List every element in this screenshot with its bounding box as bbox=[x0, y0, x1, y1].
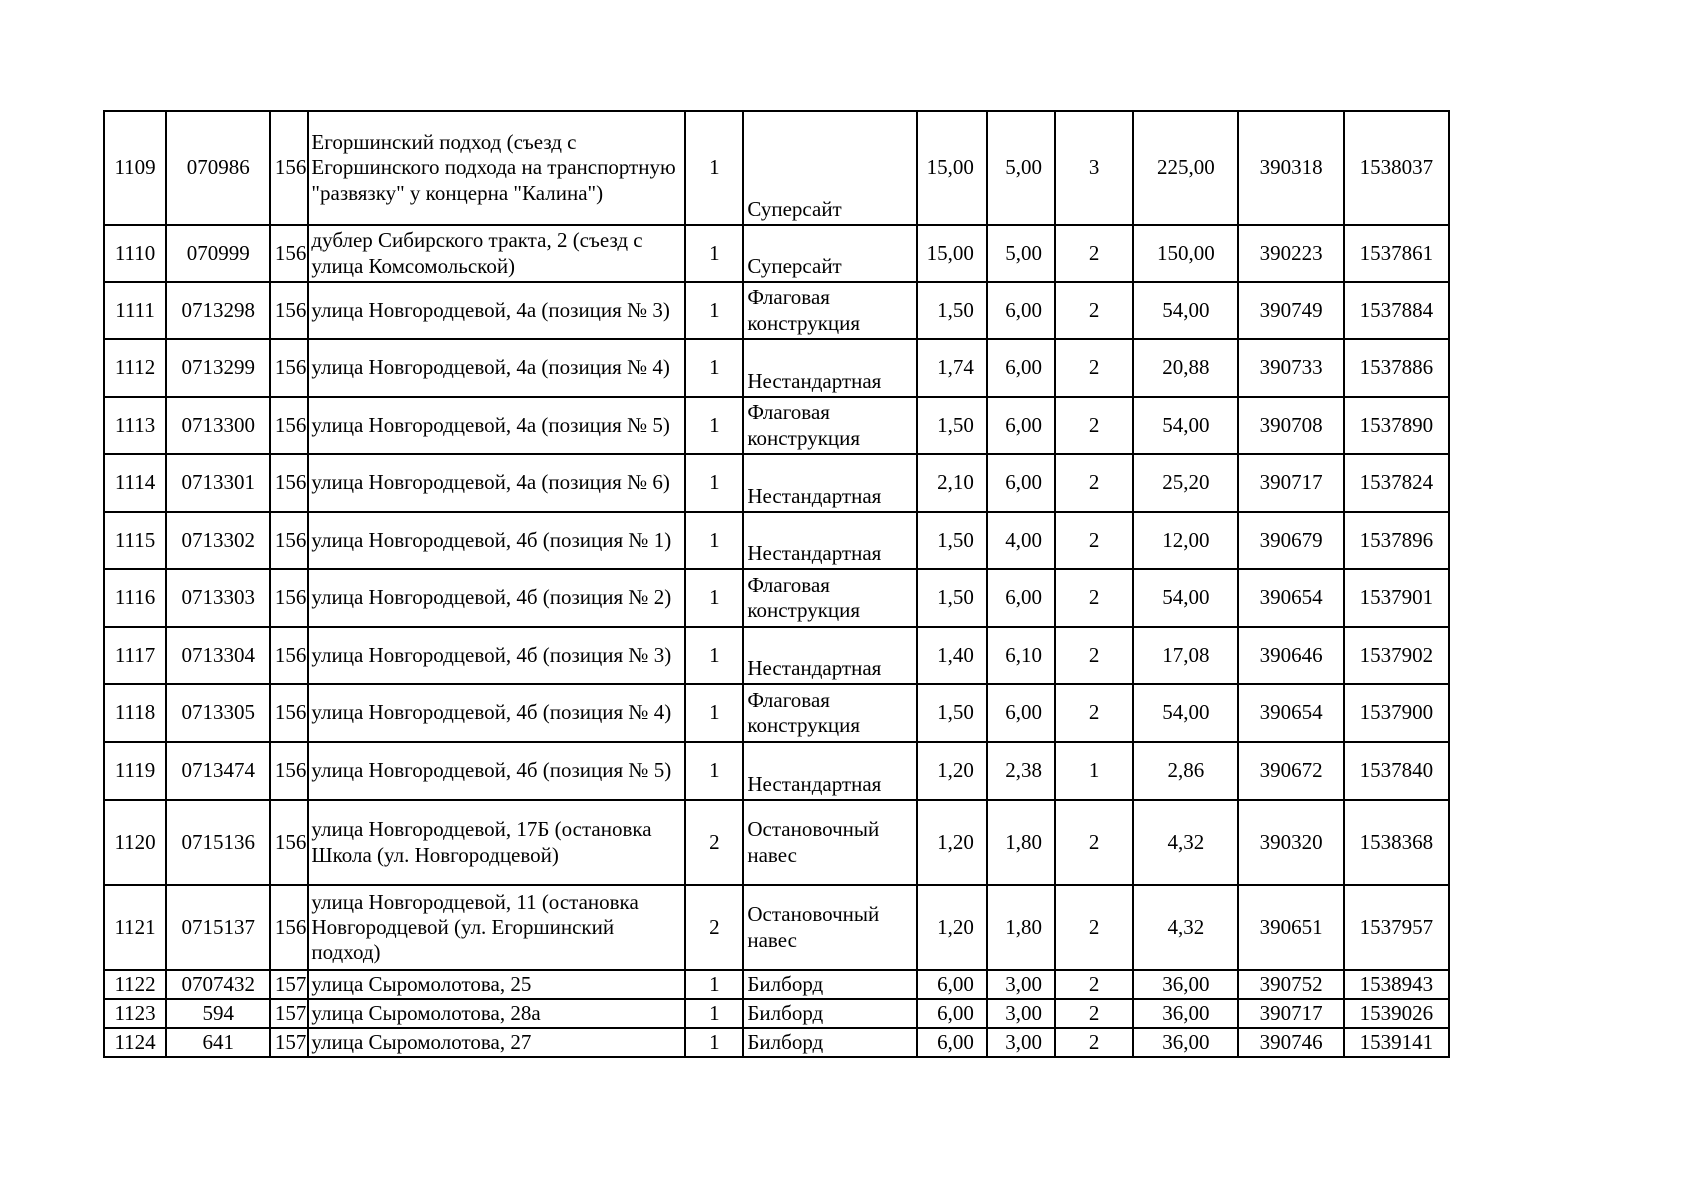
zone-number: 157 bbox=[270, 999, 308, 1028]
construction-type: Флаговая конструкция bbox=[743, 397, 916, 454]
table-row bbox=[104, 282, 1449, 339]
area-value: 2,86 bbox=[1133, 742, 1238, 800]
height-value: 3,00 bbox=[987, 970, 1055, 999]
construction-type: Билборд bbox=[743, 970, 916, 999]
height-value: 2,38 bbox=[987, 742, 1055, 800]
construction-type: Остановочный навес bbox=[743, 885, 916, 970]
width-value: 1,20 bbox=[917, 800, 987, 885]
coord-y: 1537901 bbox=[1344, 569, 1449, 627]
area-value: 36,00 bbox=[1133, 1028, 1238, 1057]
coord-y: 1537884 bbox=[1344, 282, 1449, 339]
coord-y: 1537896 bbox=[1344, 512, 1449, 569]
area-value: 150,00 bbox=[1133, 225, 1238, 282]
width-value: 6,00 bbox=[917, 970, 987, 999]
address: улица Новгородцевой, 4б (позиция № 2) bbox=[308, 569, 685, 627]
sides-count: 1 bbox=[685, 684, 743, 742]
object-code: 594 bbox=[166, 999, 270, 1028]
row-number: 1113 bbox=[104, 397, 166, 454]
area-value: 54,00 bbox=[1133, 397, 1238, 454]
zone-number: 156 bbox=[270, 282, 308, 339]
height-value: 6,00 bbox=[987, 454, 1055, 512]
address: улица Сыромолотова, 27 bbox=[308, 1028, 685, 1057]
area-value: 54,00 bbox=[1133, 684, 1238, 742]
height-value: 6,10 bbox=[987, 627, 1055, 684]
construction-type: Нестандартная bbox=[743, 339, 916, 397]
coord-y: 1538943 bbox=[1344, 970, 1449, 999]
object-code: 0713298 bbox=[166, 282, 270, 339]
row-number: 1111 bbox=[104, 282, 166, 339]
address: улица Новгородцевой, 11 (остановка Новгородцевой (ул. Егоршинский подход) bbox=[308, 885, 685, 970]
coord-y: 1537840 bbox=[1344, 742, 1449, 800]
coord-x: 390746 bbox=[1238, 1028, 1343, 1057]
zone-number: 156 bbox=[270, 111, 308, 225]
faces-count: 2 bbox=[1055, 684, 1133, 742]
area-value: 36,00 bbox=[1133, 970, 1238, 999]
coord-x: 390679 bbox=[1238, 512, 1343, 569]
object-code: 070986 bbox=[166, 111, 270, 225]
coord-y: 1537957 bbox=[1344, 885, 1449, 970]
faces-count: 2 bbox=[1055, 282, 1133, 339]
table-row bbox=[104, 970, 1449, 999]
table-row bbox=[104, 111, 1449, 225]
coord-y: 1537886 bbox=[1344, 339, 1449, 397]
coord-x: 390672 bbox=[1238, 742, 1343, 800]
sides-count: 1 bbox=[685, 742, 743, 800]
height-value: 3,00 bbox=[987, 999, 1055, 1028]
area-value: 36,00 bbox=[1133, 999, 1238, 1028]
row-number: 1124 bbox=[104, 1028, 166, 1057]
width-value: 1,20 bbox=[917, 742, 987, 800]
coord-y: 1539026 bbox=[1344, 999, 1449, 1028]
row-number: 1112 bbox=[104, 339, 166, 397]
zone-number: 156 bbox=[270, 225, 308, 282]
height-value: 1,80 bbox=[987, 885, 1055, 970]
address: улица Сыромолотова, 28а bbox=[308, 999, 685, 1028]
address: улица Новгородцевой, 4б (позиция № 4) bbox=[308, 684, 685, 742]
height-value: 6,00 bbox=[987, 339, 1055, 397]
coord-x: 390223 bbox=[1238, 225, 1343, 282]
table-row bbox=[104, 627, 1449, 684]
coord-x: 390318 bbox=[1238, 111, 1343, 225]
width-value: 15,00 bbox=[917, 111, 987, 225]
address: улица Новгородцевой, 4б (позиция № 3) bbox=[308, 627, 685, 684]
construction-type: Билборд bbox=[743, 999, 916, 1028]
address: улица Сыромолотова, 25 bbox=[308, 970, 685, 999]
data-table bbox=[103, 110, 1450, 1058]
sides-count: 1 bbox=[685, 397, 743, 454]
sides-count: 1 bbox=[685, 1028, 743, 1057]
area-value: 25,20 bbox=[1133, 454, 1238, 512]
zone-number: 156 bbox=[270, 339, 308, 397]
coord-x: 390654 bbox=[1238, 684, 1343, 742]
coord-y: 1538037 bbox=[1344, 111, 1449, 225]
object-code: 0713304 bbox=[166, 627, 270, 684]
row-number: 1110 bbox=[104, 225, 166, 282]
coord-x: 390651 bbox=[1238, 885, 1343, 970]
faces-count: 2 bbox=[1055, 970, 1133, 999]
height-value: 3,00 bbox=[987, 1028, 1055, 1057]
object-code: 0707432 bbox=[166, 970, 270, 999]
construction-type: Билборд bbox=[743, 1028, 916, 1057]
table-row bbox=[104, 397, 1449, 454]
faces-count: 2 bbox=[1055, 999, 1133, 1028]
zone-number: 156 bbox=[270, 627, 308, 684]
row-number: 1120 bbox=[104, 800, 166, 885]
object-code: 641 bbox=[166, 1028, 270, 1057]
address: Егоршинский подход (съезд с Егоршинского подхода на транспортную "развязку" у концерна "Калина") bbox=[308, 111, 685, 225]
zone-number: 156 bbox=[270, 397, 308, 454]
address: улица Новгородцевой, 4а (позиция № 5) bbox=[308, 397, 685, 454]
coord-x: 390752 bbox=[1238, 970, 1343, 999]
table-row bbox=[104, 1028, 1449, 1057]
area-value: 4,32 bbox=[1133, 800, 1238, 885]
table-row bbox=[104, 339, 1449, 397]
table-row bbox=[104, 999, 1449, 1028]
width-value: 1,50 bbox=[917, 684, 987, 742]
zone-number: 156 bbox=[270, 512, 308, 569]
coord-y: 1539141 bbox=[1344, 1028, 1449, 1057]
coord-y: 1537890 bbox=[1344, 397, 1449, 454]
row-number: 1122 bbox=[104, 970, 166, 999]
sides-count: 1 bbox=[685, 512, 743, 569]
width-value: 6,00 bbox=[917, 999, 987, 1028]
area-value: 225,00 bbox=[1133, 111, 1238, 225]
zone-number: 156 bbox=[270, 885, 308, 970]
address: улица Новгородцевой, 4а (позиция № 6) bbox=[308, 454, 685, 512]
table-row bbox=[104, 885, 1449, 970]
width-value: 1,20 bbox=[917, 885, 987, 970]
width-value: 1,50 bbox=[917, 512, 987, 569]
row-number: 1121 bbox=[104, 885, 166, 970]
sides-count: 1 bbox=[685, 627, 743, 684]
zone-number: 156 bbox=[270, 800, 308, 885]
coord-x: 390708 bbox=[1238, 397, 1343, 454]
address: улица Новгородцевой, 4б (позиция № 5) bbox=[308, 742, 685, 800]
coord-x: 390320 bbox=[1238, 800, 1343, 885]
table-body bbox=[104, 111, 1449, 1057]
zone-number: 157 bbox=[270, 970, 308, 999]
faces-count: 2 bbox=[1055, 225, 1133, 282]
table-row bbox=[104, 742, 1449, 800]
table-row bbox=[104, 569, 1449, 627]
object-code: 0713301 bbox=[166, 454, 270, 512]
coord-y: 1537902 bbox=[1344, 627, 1449, 684]
area-value: 4,32 bbox=[1133, 885, 1238, 970]
sides-count: 1 bbox=[685, 454, 743, 512]
sides-count: 2 bbox=[685, 885, 743, 970]
row-number: 1115 bbox=[104, 512, 166, 569]
sides-count: 1 bbox=[685, 225, 743, 282]
row-number: 1118 bbox=[104, 684, 166, 742]
coord-x: 390733 bbox=[1238, 339, 1343, 397]
row-number: 1116 bbox=[104, 569, 166, 627]
faces-count: 2 bbox=[1055, 800, 1133, 885]
construction-type: Нестандартная bbox=[743, 454, 916, 512]
sides-count: 1 bbox=[685, 569, 743, 627]
area-value: 12,00 bbox=[1133, 512, 1238, 569]
coord-x: 390717 bbox=[1238, 454, 1343, 512]
construction-type: Суперсайт bbox=[743, 111, 916, 225]
row-number: 1117 bbox=[104, 627, 166, 684]
sides-count: 1 bbox=[685, 282, 743, 339]
construction-type: Остановочный навес bbox=[743, 800, 916, 885]
zone-number: 156 bbox=[270, 454, 308, 512]
object-code: 0713299 bbox=[166, 339, 270, 397]
address: дублер Сибирского тракта, 2 (съезд с улица Комсомольской) bbox=[308, 225, 685, 282]
faces-count: 2 bbox=[1055, 397, 1133, 454]
width-value: 1,74 bbox=[917, 339, 987, 397]
coord-x: 390654 bbox=[1238, 569, 1343, 627]
object-code: 0713305 bbox=[166, 684, 270, 742]
row-number: 1119 bbox=[104, 742, 166, 800]
width-value: 1,40 bbox=[917, 627, 987, 684]
address: улица Новгородцевой, 4б (позиция № 1) bbox=[308, 512, 685, 569]
construction-type: Нестандартная bbox=[743, 627, 916, 684]
faces-count: 2 bbox=[1055, 339, 1133, 397]
faces-count: 1 bbox=[1055, 742, 1133, 800]
width-value: 2,10 bbox=[917, 454, 987, 512]
object-code: 0713302 bbox=[166, 512, 270, 569]
area-value: 17,08 bbox=[1133, 627, 1238, 684]
coord-y: 1537900 bbox=[1344, 684, 1449, 742]
construction-type: Нестандартная bbox=[743, 512, 916, 569]
faces-count: 2 bbox=[1055, 627, 1133, 684]
coord-x: 390749 bbox=[1238, 282, 1343, 339]
sides-count: 1 bbox=[685, 970, 743, 999]
construction-type: Нестандартная bbox=[743, 742, 916, 800]
width-value: 1,50 bbox=[917, 282, 987, 339]
width-value: 15,00 bbox=[917, 225, 987, 282]
object-code: 0715137 bbox=[166, 885, 270, 970]
height-value: 6,00 bbox=[987, 569, 1055, 627]
sides-count: 1 bbox=[685, 999, 743, 1028]
height-value: 6,00 bbox=[987, 397, 1055, 454]
table-row bbox=[104, 225, 1449, 282]
address: улица Новгородцевой, 4а (позиция № 3) bbox=[308, 282, 685, 339]
sides-count: 2 bbox=[685, 800, 743, 885]
address: улица Новгородцевой, 17Б (остановка Школа (ул. Новгородцевой) bbox=[308, 800, 685, 885]
address: улица Новгородцевой, 4а (позиция № 4) bbox=[308, 339, 685, 397]
faces-count: 3 bbox=[1055, 111, 1133, 225]
construction-type: Флаговая конструкция bbox=[743, 569, 916, 627]
zone-number: 156 bbox=[270, 684, 308, 742]
table-row bbox=[104, 454, 1449, 512]
coord-x: 390646 bbox=[1238, 627, 1343, 684]
height-value: 6,00 bbox=[987, 282, 1055, 339]
width-value: 1,50 bbox=[917, 569, 987, 627]
table-row bbox=[104, 800, 1449, 885]
height-value: 1,80 bbox=[987, 800, 1055, 885]
row-number: 1123 bbox=[104, 999, 166, 1028]
zone-number: 157 bbox=[270, 1028, 308, 1057]
sides-count: 1 bbox=[685, 111, 743, 225]
faces-count: 2 bbox=[1055, 454, 1133, 512]
construction-type: Суперсайт bbox=[743, 225, 916, 282]
object-code: 0713303 bbox=[166, 569, 270, 627]
width-value: 1,50 bbox=[917, 397, 987, 454]
row-number: 1114 bbox=[104, 454, 166, 512]
object-code: 070999 bbox=[166, 225, 270, 282]
width-value: 6,00 bbox=[917, 1028, 987, 1057]
faces-count: 2 bbox=[1055, 569, 1133, 627]
row-number: 1109 bbox=[104, 111, 166, 225]
coord-y: 1537824 bbox=[1344, 454, 1449, 512]
faces-count: 2 bbox=[1055, 885, 1133, 970]
table-row bbox=[104, 512, 1449, 569]
zone-number: 156 bbox=[270, 742, 308, 800]
object-code: 0713300 bbox=[166, 397, 270, 454]
zone-number: 156 bbox=[270, 569, 308, 627]
height-value: 4,00 bbox=[987, 512, 1055, 569]
area-value: 54,00 bbox=[1133, 282, 1238, 339]
faces-count: 2 bbox=[1055, 512, 1133, 569]
height-value: 5,00 bbox=[987, 111, 1055, 225]
coord-y: 1538368 bbox=[1344, 800, 1449, 885]
object-code: 0715136 bbox=[166, 800, 270, 885]
height-value: 6,00 bbox=[987, 684, 1055, 742]
coord-y: 1537861 bbox=[1344, 225, 1449, 282]
construction-type: Флаговая конструкция bbox=[743, 282, 916, 339]
area-value: 54,00 bbox=[1133, 569, 1238, 627]
table-row bbox=[104, 684, 1449, 742]
sides-count: 1 bbox=[685, 339, 743, 397]
construction-type: Флаговая конструкция bbox=[743, 684, 916, 742]
coord-x: 390717 bbox=[1238, 999, 1343, 1028]
object-code: 0713474 bbox=[166, 742, 270, 800]
height-value: 5,00 bbox=[987, 225, 1055, 282]
faces-count: 2 bbox=[1055, 1028, 1133, 1057]
area-value: 20,88 bbox=[1133, 339, 1238, 397]
